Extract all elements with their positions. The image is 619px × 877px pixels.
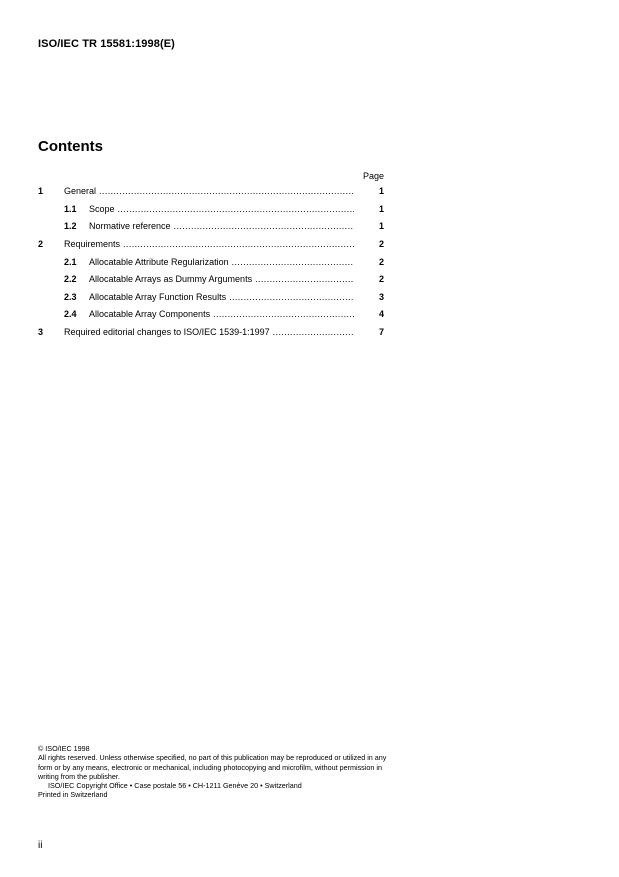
toc-leader-dots	[213, 306, 354, 324]
toc-entry-title: Requirements	[64, 239, 121, 249]
toc-entry-title: Required editorial changes to ISO/IEC 1539-1:1997	[64, 327, 270, 337]
toc-entry-1[interactable]	[38, 183, 384, 201]
toc-entry-page: 4	[378, 309, 384, 319]
toc-entry-number: 3	[38, 327, 44, 337]
toc-entry-2-3[interactable]	[38, 289, 384, 307]
toc-leader-dots	[118, 201, 354, 219]
toc-entry-number: 2.4	[64, 309, 77, 319]
toc-entry-title: Normative reference	[89, 221, 171, 231]
toc-entry-3[interactable]	[38, 324, 384, 342]
toc-entry-page: 2	[378, 274, 384, 284]
toc-leader-dots	[123, 236, 354, 254]
copyright-notice	[38, 744, 390, 800]
toc-entry-page: 2	[378, 239, 384, 249]
toc-leader-dots	[255, 271, 354, 289]
toc-entry-number: 2	[38, 239, 44, 249]
toc-entry-title: Allocatable Arrays as Dummy Arguments	[89, 274, 253, 284]
toc-leader-dots	[229, 289, 354, 307]
toc-leader-dots	[174, 218, 354, 236]
copyright-office-address: ISO/IEC Copyright Office • Case postale 56 • CH-1211 Genève 20 • Switzerland	[48, 781, 302, 791]
toc-leader-dots	[99, 183, 354, 201]
document-id: ISO/IEC TR 15581:1998(E)	[38, 38, 175, 50]
printed-in-text: Printed in Switzerland	[38, 790, 108, 800]
toc-entry-title: Allocatable Array Components	[89, 309, 211, 319]
page-number: ii	[38, 840, 43, 851]
toc-entry-2[interactable]	[38, 236, 384, 254]
toc-entry-2-1[interactable]	[38, 254, 384, 272]
toc-entry-page: 3	[378, 291, 384, 302]
toc-entry-page: 2	[378, 256, 384, 267]
toc-entry-1-2[interactable]	[38, 218, 384, 236]
toc-entry-title: Allocatable Array Function Results	[89, 291, 227, 302]
toc-entry-number: 1.1	[64, 203, 77, 214]
toc-entry-page: 7	[378, 327, 384, 337]
contents-heading: Contents	[38, 138, 103, 155]
toc-entry-title: Scope	[89, 203, 115, 214]
toc-entry-title: General	[64, 186, 97, 196]
toc-entry-page: 1	[378, 186, 384, 196]
toc-entry-number: 2.1	[64, 256, 77, 267]
toc-entry-2-2[interactable]	[38, 271, 384, 289]
toc-entry-number: 1.2	[64, 221, 77, 231]
toc-leader-dots	[273, 324, 354, 342]
table-of-contents	[38, 183, 384, 342]
toc-entry-title: Allocatable Attribute Regularization	[89, 256, 229, 267]
toc-entry-number: 2.2	[64, 274, 77, 284]
page-column-label: Page	[362, 171, 384, 181]
toc-entry-number: 1	[38, 186, 44, 196]
toc-entry-page: 1	[378, 203, 384, 214]
toc-entry-1-1[interactable]	[38, 201, 384, 219]
toc-entry-2-4[interactable]	[38, 306, 384, 324]
toc-leader-dots	[232, 254, 354, 272]
toc-entry-page: 1	[378, 221, 384, 231]
toc-entry-number: 2.3	[64, 291, 77, 302]
rights-reserved-text: All rights reserved. Unless otherwise specified, no part of this publication may be reproduced or utilized in any form or by any means, electronic or mechanical, including photocopying and microfilm, without permission in writing from the publisher.	[38, 753, 387, 781]
copyright-line: © ISO/IEC 1998	[38, 744, 90, 753]
